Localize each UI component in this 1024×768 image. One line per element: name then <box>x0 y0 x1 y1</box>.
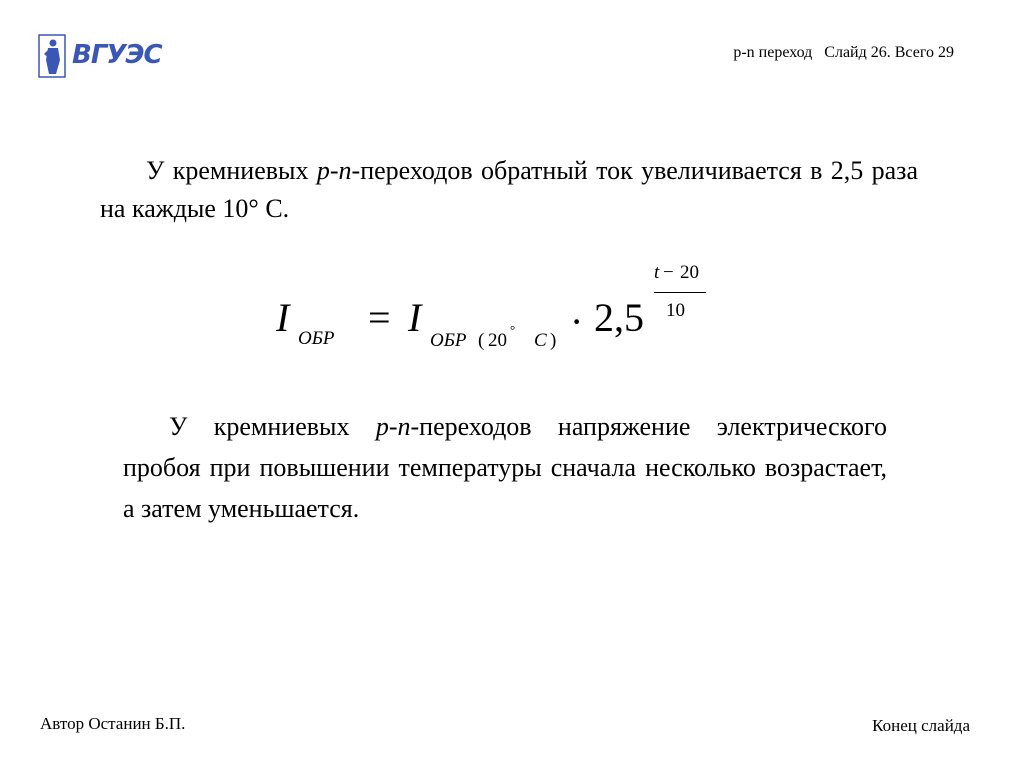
paragraph1-rest: -переходов обратный ток увеличивается в 2,5 раза на каждые 10° С. <box>100 156 918 223</box>
formula-base: 2,5 <box>594 295 644 340</box>
paragraph-breakdown-voltage <box>123 406 887 529</box>
formula-exp-t: t <box>654 262 660 283</box>
formula-exp-minus: − <box>663 262 674 283</box>
university-logo <box>38 34 162 80</box>
formula-lhs-symbol: I <box>276 295 290 340</box>
formula-rhs-subscript: ОБР <box>430 330 467 351</box>
paragraph-reverse-current <box>100 152 918 228</box>
formula-rhs-degree: ° <box>510 322 516 337</box>
paragraph2-start: У кремниевых <box>169 412 376 441</box>
paragraph2-pn: p-n <box>375 412 411 441</box>
end-of-slide-label: Конец слайда <box>872 716 970 735</box>
reverse-current-formula <box>270 258 730 368</box>
formula-rhs-unit: С <box>534 330 547 351</box>
slide-header <box>733 44 954 62</box>
paragraph2-rest: -переходов напряжение электрического пробоя при повышении температуры сначала несколько возрастает, а затем уменьшается. <box>123 412 887 523</box>
formula-rhs-symbol: I <box>408 295 422 340</box>
formula-exp-denominator: 10 <box>666 300 685 321</box>
formula-fraction-line <box>654 292 706 293</box>
header-topic: p-n переход <box>733 44 813 61</box>
formula-equals: = <box>368 295 391 340</box>
formula-rhs-paren-close: ) <box>550 330 557 351</box>
statue-icon <box>38 34 66 78</box>
header-slide-info: Слайд 26. Всего 29 <box>824 44 954 61</box>
formula-rhs-temperature: 20 <box>488 330 507 351</box>
formula-lhs-subscript: ОБР <box>298 328 335 349</box>
paragraph1-start: У кремниевых <box>146 156 317 185</box>
formula-exp-numerator: 20 <box>680 262 699 283</box>
formula-rhs-paren-open: ( <box>478 330 485 351</box>
paragraph1-pn: p-n <box>316 156 352 185</box>
author-label: Автор Останин Б.П. <box>40 714 186 733</box>
logo-text: ВГУЭС <box>72 40 162 70</box>
formula-multiply-dot: · <box>570 299 584 344</box>
